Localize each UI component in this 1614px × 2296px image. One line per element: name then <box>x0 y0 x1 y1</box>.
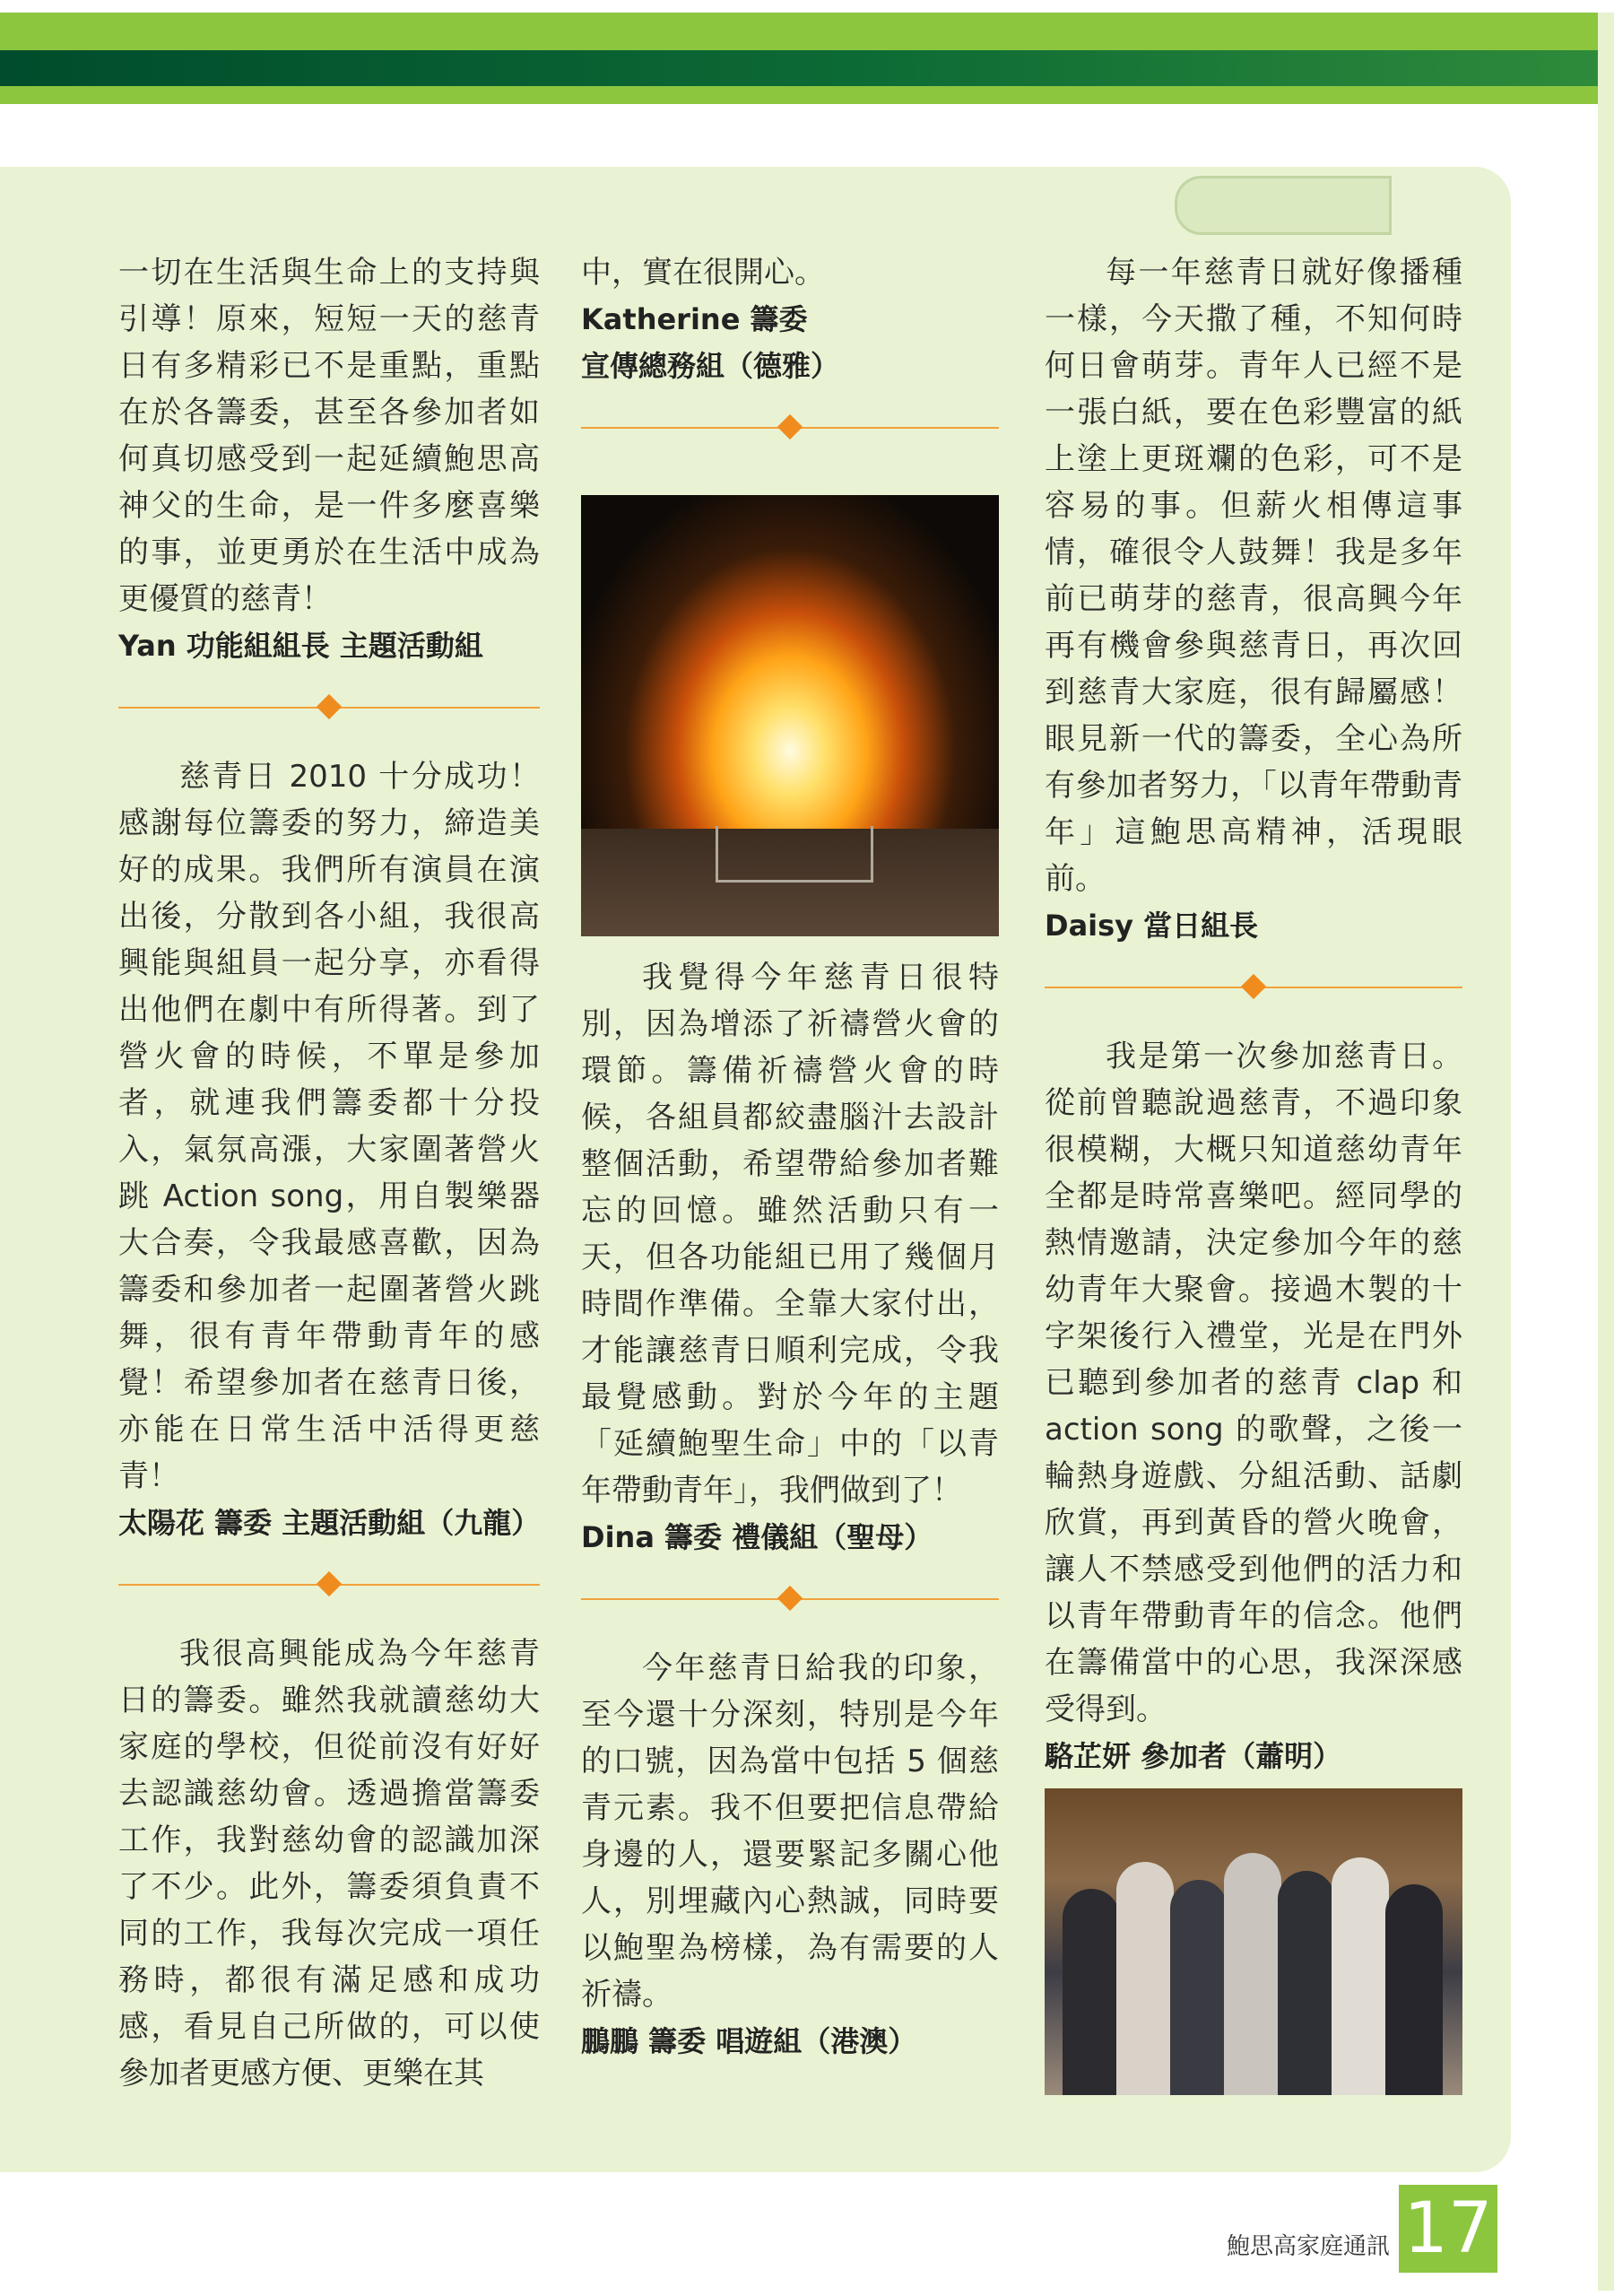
diamond-icon <box>777 414 803 439</box>
header-band-light <box>0 13 1598 50</box>
section-tag <box>1175 176 1392 235</box>
author-signature: Daisy 當日組長 <box>1045 909 1259 943</box>
article-paragraph: 我覺得今年慈青日很特別，因為增添了祈禱營火會的環節。籌備祈禱營火會的時候，各組員都絞盡腦汁去設計整個活動，希望帶給參加者難忘的回憶。雖然活動只有一天，但各功能組已用了幾個月時間作準備。全靠大家付出，才能讓慈青日順利完成，令我最覺感動。對於今年的主題「延續鮑聖生命」中的「以青年帶動青年」，我們做到了！ <box>581 960 999 1509</box>
header-band-light-lower <box>0 86 1598 104</box>
page-number: 17 <box>1399 2185 1497 2273</box>
publication-name: 鮑思高家庭通訊 <box>1227 2233 1391 2260</box>
section-divider <box>1045 974 1462 1001</box>
diamond-icon <box>317 1571 342 1596</box>
column-2-bottom <box>581 954 999 2065</box>
article-paragraph: 中，實在很開心。 <box>581 255 825 291</box>
diamond-icon <box>777 1586 803 1611</box>
bonfire-photo <box>581 495 999 936</box>
section-divider <box>581 414 999 441</box>
article-paragraph: 我很高興能成為今年慈青日的籌委。雖然我就讀慈幼大家庭的學校，但從前沒有好好去認識慈幼會。透過擔當籌委工作，我對慈幼會的認識加深了不少。此外，籌委須負責不同的工作，我每次完成一項任務時，都很有滿足感和成功感，看見自己所做的，可以使參加者更感方便、更樂在其 <box>118 1636 540 2092</box>
article-paragraph: 今年慈青日給我的印象，至今還十分深刻，特別是今年的口號，因為當中包括 5 個慈青元素。我不但要把信息帶給身邊的人，還要緊記多關心他人，別埋藏內心熱誠，同時要以鮑聖為榜樣，為有需要的人祈禱。 <box>581 1650 999 2013</box>
diamond-icon <box>1241 974 1266 999</box>
section-divider <box>118 1571 540 1598</box>
column-3 <box>1045 249 1462 1779</box>
author-signature: 鵬鵬 籌委 唱遊組（港澳） <box>581 2024 917 2058</box>
article-paragraph: 一切在生活與生命上的支持與引導！原來，短短一天的慈青日有多精彩已不是重點，重點在於各籌委，甚至各參加者如何真切感受到一起延續鮑思高神父的生命，是一件多麼喜樂的事，並更勇於在生活中成為更優質的慈青！ <box>118 255 540 617</box>
author-signature-group: 宣傳總務組（德雅） <box>581 349 840 383</box>
page-edge-strip <box>1598 13 1614 2291</box>
section-divider <box>581 1586 999 1613</box>
column-1 <box>118 249 540 2097</box>
author-signature: 太陽花 籌委 主題活動組（九龍） <box>118 1506 541 1540</box>
column-2-top <box>581 249 999 474</box>
group-dance-photo <box>1045 1788 1462 2095</box>
header-band-dark <box>0 50 1598 86</box>
article-paragraph: 慈青日 2010 十分成功！感謝每位籌委的努力，締造美好的成果。我們所有演員在演出後，分散到各小組，我很高興能與組員一起分享，亦看得出他們在劇中有所得著。到了營火會的時候，不單是參加者，就連我們籌委都十分投入，氣氛高漲，大家圍著營火跳 Action song，用自製樂器大合奏，令我最感喜歡，因為籌委和參加者一起圍著營火跳舞，很有青年帶動青年的感覺！希望參加者在慈青日後，亦能在日常生活中活得更慈青！ <box>118 759 540 1494</box>
author-signature-name: Katherine 籌委 <box>581 302 808 336</box>
section-divider <box>118 694 540 721</box>
article-paragraph: 我是第一次參加慈青日。從前曾聽說過慈青，不過印象很模糊，大概只知道慈幼青年全都是時常喜樂吧。經同學的熱情邀請，決定參加今年的慈幼青年大聚會。接過木製的十字架後行入禮堂，光是在門外已聽到參加者的慈青 clap 和 action song 的歌聲，之後一輪熱身遊戲、分組活動、話劇欣賞，再到黃昏的營火晚會，讓人不禁感受到他們的活力和以青年帶動青年的信念。他們在籌備當中的心思，我深深感受得到。 <box>1045 1039 1462 1727</box>
author-signature: 駱芷妍 參加者（蕭明） <box>1045 1739 1342 1773</box>
article-paragraph: 每一年慈青日就好像播種一樣，今天撒了種，不知何時何日會萌芽。青年人已經不是一張白紙，要在色彩豐富的紙上塗上更斑斕的色彩，可不是容易的事。但薪火相傳這事情，確很令人鼓舞！我是多年前已萌芽的慈青，很高興今年再有機會參與慈青日，再次回到慈青大家庭，很有歸屬感！眼見新一代的籌委，全心為所有參加者努力，「以青年帶動青年」這鮑思高精神，活現眼前。 <box>1045 255 1462 897</box>
diamond-icon <box>317 694 342 719</box>
author-signature: Yan 功能組組長 主題活動組 <box>118 629 483 663</box>
author-signature: Dina 籌委 禮儀組（聖母） <box>581 1520 933 1554</box>
